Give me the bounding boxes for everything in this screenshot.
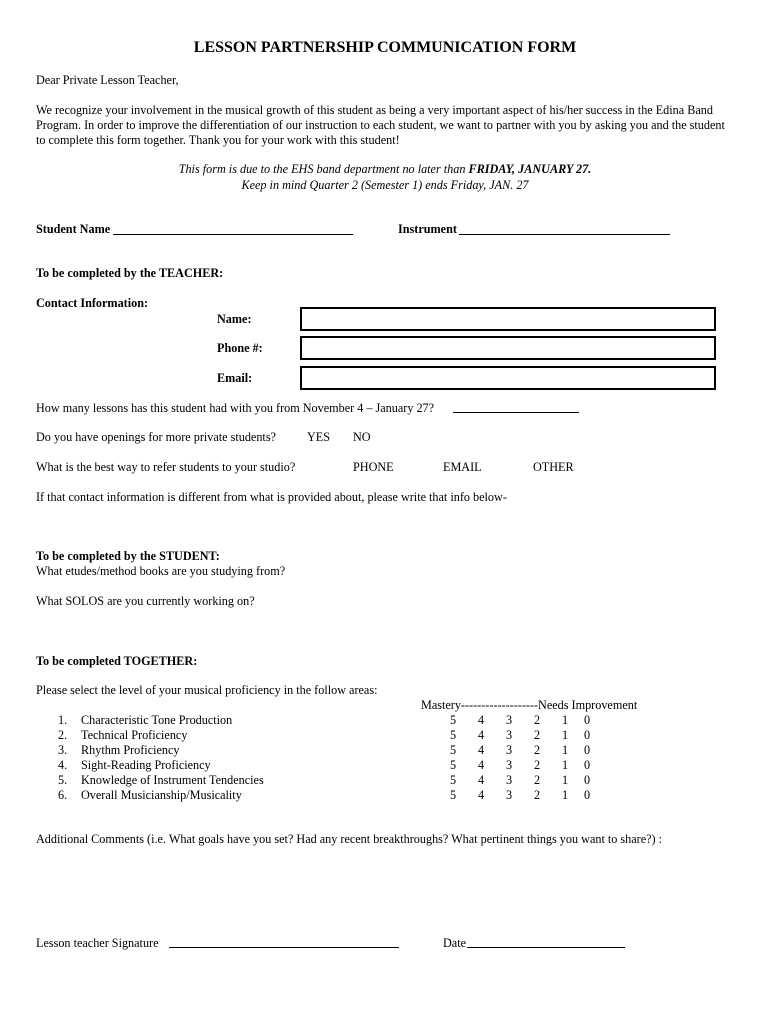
rating-option-2[interactable]: 2 — [533, 773, 541, 787]
comments-prompt: Additional Comments (i.e. What goals have you set? Had any recent breakthroughs? What pertinent things you want to share?) : — [36, 832, 663, 846]
proficiency-item-label: Knowledge of Instrument Tendencies — [81, 773, 264, 787]
proficiency-item-label: Sight-Reading Proficiency — [81, 758, 211, 772]
teacher-email-label: Email: — [217, 371, 253, 385]
rating-option-4[interactable]: 4 — [477, 773, 485, 787]
rating-option-1[interactable]: 1 — [561, 713, 569, 727]
proficiency-item-number: 1. — [58, 713, 68, 727]
instrument-field[interactable] — [459, 234, 670, 235]
proficiency-item-number: 3. — [58, 743, 68, 757]
refer-question: What is the best way to refer students to your studio? — [36, 460, 296, 474]
rating-option-5[interactable]: 5 — [449, 713, 457, 727]
proficiency-item-label: Technical Proficiency — [81, 728, 188, 742]
openings-yes-option[interactable]: YES — [307, 430, 331, 444]
date-field[interactable] — [467, 947, 625, 948]
refer-phone-option[interactable]: PHONE — [353, 460, 394, 474]
rating-option-1[interactable]: 1 — [561, 788, 569, 802]
rating-option-1[interactable]: 1 — [561, 773, 569, 787]
lessons-count-field[interactable] — [453, 412, 579, 413]
quarter-note: Keep in mind Quarter 2 (Semester 1) ends Friday, JAN. 27 — [241, 178, 529, 192]
student-section-heading: To be completed by the STUDENT: — [36, 549, 220, 563]
rating-option-0[interactable]: 0 — [583, 788, 591, 802]
teacher-phone-input[interactable] — [300, 336, 716, 360]
rating-option-0[interactable]: 0 — [583, 743, 591, 757]
together-section-heading: To be completed TOGETHER: — [36, 654, 198, 668]
rating-option-4[interactable]: 4 — [477, 713, 485, 727]
solos-question: What SOLOS are you currently working on? — [36, 594, 255, 608]
rating-option-5[interactable]: 5 — [449, 773, 457, 787]
rating-option-0[interactable]: 0 — [583, 758, 591, 772]
rating-option-5[interactable]: 5 — [449, 788, 457, 802]
teacher-email-input[interactable] — [300, 366, 716, 390]
refer-email-option[interactable]: EMAIL — [443, 460, 482, 474]
date-label: Date — [443, 936, 467, 950]
rating-option-0[interactable]: 0 — [583, 728, 591, 742]
greeting: Dear Private Lesson Teacher, — [36, 73, 179, 87]
rating-option-4[interactable]: 4 — [477, 788, 485, 802]
signature-label: Lesson teacher Signature — [36, 936, 159, 950]
rating-option-2[interactable]: 2 — [533, 743, 541, 757]
teacher-name-label: Name: — [217, 312, 252, 326]
refer-other-option[interactable]: OTHER — [533, 460, 574, 474]
rating-option-4[interactable]: 4 — [477, 758, 485, 772]
signature-field[interactable] — [169, 947, 399, 948]
lessons-count-question: How many lessons has this student had with you from November 4 – January 27? — [36, 401, 435, 415]
rating-option-3[interactable]: 3 — [505, 773, 513, 787]
rating-option-1[interactable]: 1 — [561, 743, 569, 757]
due-date: FRIDAY, JANUARY 27. — [468, 162, 592, 176]
rating-option-0[interactable]: 0 — [583, 713, 591, 727]
rating-option-1[interactable]: 1 — [561, 728, 569, 742]
rating-option-2[interactable]: 2 — [533, 758, 541, 772]
proficiency-item-number: 2. — [58, 728, 68, 742]
intro-paragraph: We recognize your involvement in the musical growth of this student as being a very important aspect of his/her success in the Edina Band Program. In order to improve the differentiation of our instruction to each student, we want to partner with you by asking you and the student to complete this form together. Thank you for your work with this student! — [36, 103, 725, 147]
proficiency-item-number: 6. — [58, 788, 68, 802]
rating-option-5[interactable]: 5 — [449, 758, 457, 772]
due-notice-text: This form is due to the EHS band department no later than — [178, 162, 469, 176]
rating-option-3[interactable]: 3 — [505, 758, 513, 772]
rating-option-1[interactable]: 1 — [561, 758, 569, 772]
contact-different-prompt: If that contact information is different from what is provided about, please write that info below- — [36, 490, 507, 504]
rating-option-3[interactable]: 3 — [505, 713, 513, 727]
proficiency-item-label: Rhythm Proficiency — [81, 743, 180, 757]
student-name-field[interactable] — [113, 234, 353, 235]
rating-option-0[interactable]: 0 — [583, 773, 591, 787]
rating-option-4[interactable]: 4 — [477, 743, 485, 757]
etudes-question: What etudes/method books are you studying from? — [36, 564, 286, 578]
proficiency-item-label: Characteristic Tone Production — [81, 713, 233, 727]
rating-option-4[interactable]: 4 — [477, 728, 485, 742]
teacher-phone-label: Phone #: — [217, 341, 263, 355]
rating-option-2[interactable]: 2 — [533, 728, 541, 742]
proficiency-item-number: 5. — [58, 773, 68, 787]
teacher-section-heading: To be completed by the TEACHER: — [36, 266, 224, 280]
rating-option-3[interactable]: 3 — [505, 728, 513, 742]
contact-info-heading: Contact Information: — [36, 296, 149, 310]
rating-option-3[interactable]: 3 — [505, 743, 513, 757]
form-title: LESSON PARTNERSHIP COMMUNICATION FORM — [193, 39, 577, 56]
due-notice — [0, 162, 770, 177]
rating-option-5[interactable]: 5 — [449, 743, 457, 757]
proficiency-item-label: Overall Musicianship/Musicality — [81, 788, 242, 802]
proficiency-instructions: Please select the level of your musical proficiency in the follow areas: — [36, 683, 378, 697]
rating-option-3[interactable]: 3 — [505, 788, 513, 802]
proficiency-item-number: 4. — [58, 758, 68, 772]
rating-option-5[interactable]: 5 — [449, 728, 457, 742]
openings-no-option[interactable]: NO — [353, 430, 371, 444]
rating-option-2[interactable]: 2 — [533, 713, 541, 727]
teacher-name-input[interactable] — [300, 307, 716, 331]
instrument-label: Instrument — [398, 222, 457, 236]
openings-question: Do you have openings for more private students? — [36, 430, 276, 444]
scale-header: Mastery-------------------Needs Improvement — [421, 698, 638, 712]
rating-option-2[interactable]: 2 — [533, 788, 541, 802]
student-name-label: Student Name — [36, 222, 111, 236]
